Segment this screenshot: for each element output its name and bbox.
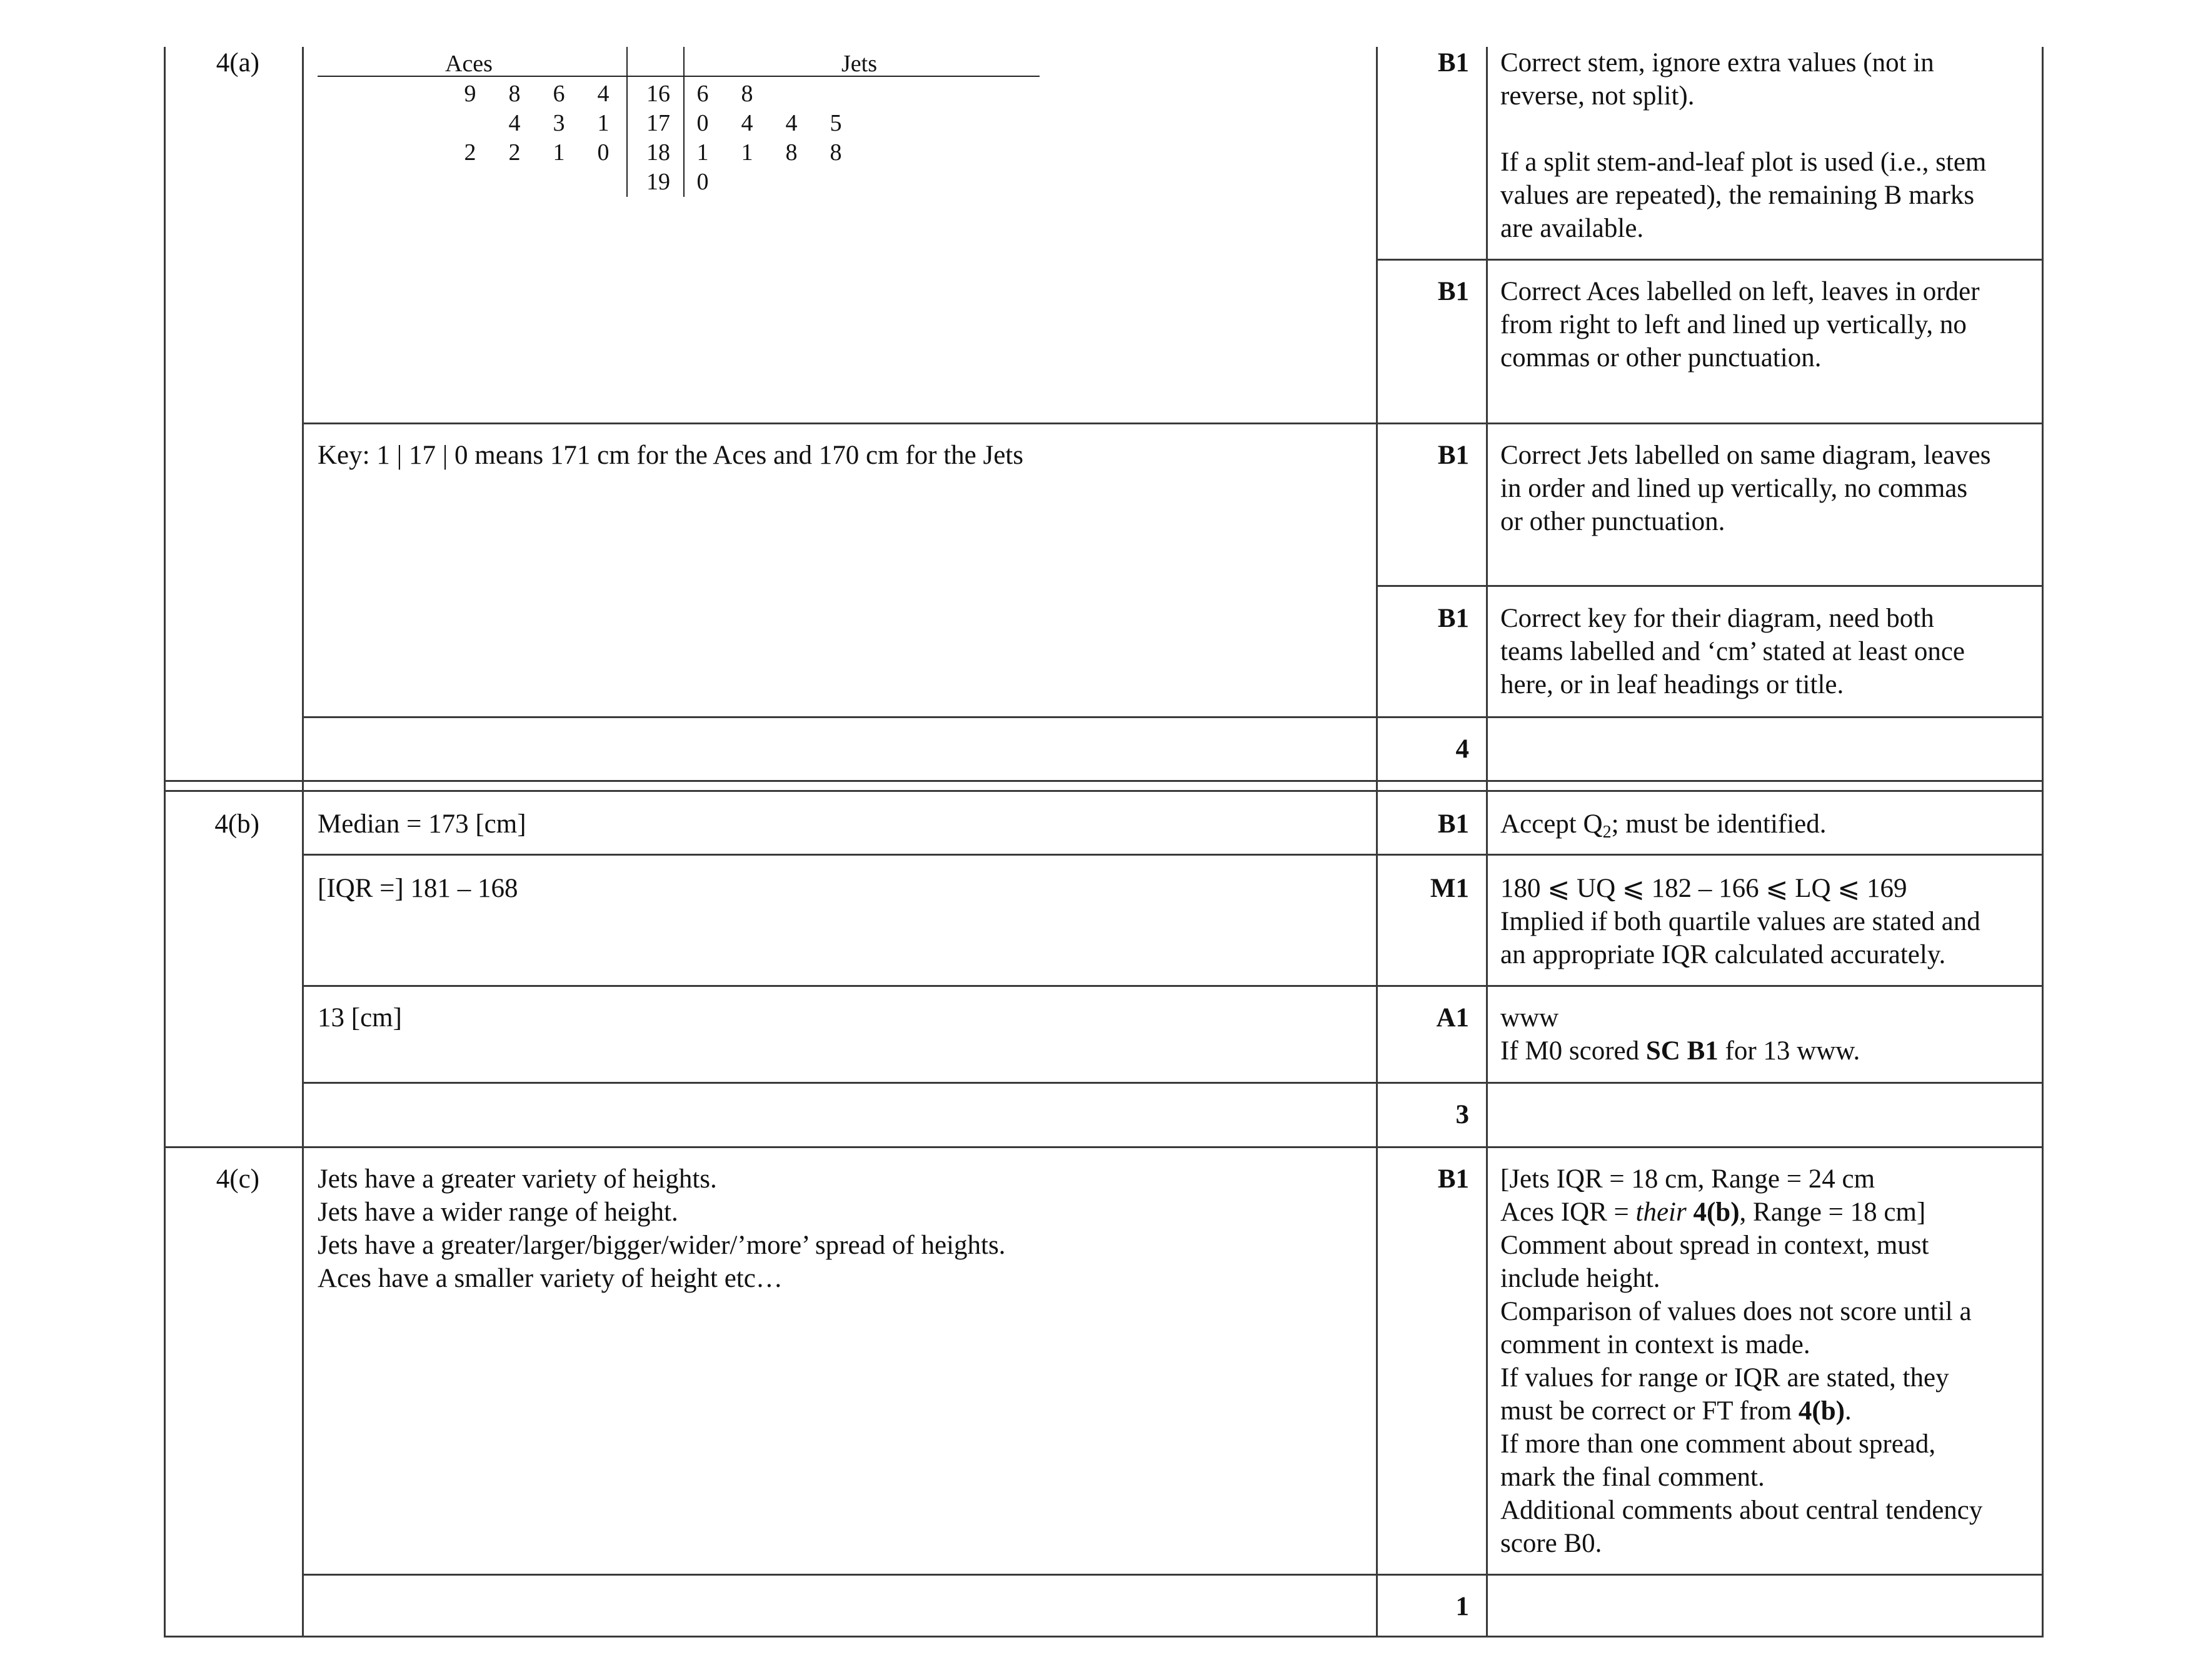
mark-code: M1 [1430, 874, 1469, 903]
stem-value: 16 [646, 81, 670, 107]
guidance-text: Correct Jets labelled on same diagram, leaves in order and lined up vertically, no commas or other punctuation. [1500, 441, 1991, 536]
total-marks: 4 [1455, 734, 1469, 764]
jets-leaf: 8 [830, 139, 842, 166]
guidance-text: Correct stem, ignore extra values (not in reverse, not split). If a split stem-and-leaf plot is used (i.e., stem values are repeated), the remaining B marks are available. [1500, 48, 1987, 243]
mark-code: B1 [1437, 441, 1469, 470]
jets-leaf: 0 [696, 169, 709, 195]
diagram-header-rule [318, 76, 1040, 77]
stem-value: 17 [646, 110, 670, 136]
row-divider [1376, 259, 2044, 261]
aces-leaf: 1 [553, 139, 565, 166]
aces-leaf: 0 [597, 139, 610, 166]
aces-leaf: 2 [464, 139, 476, 166]
total-marks: 3 [1455, 1100, 1469, 1129]
aces-leaf: 3 [553, 110, 565, 136]
aces-leaf: 2 [508, 139, 521, 166]
jets-leaf: 8 [785, 139, 798, 166]
aces-leaf: 1 [597, 110, 610, 136]
jets-leaf: 1 [741, 139, 753, 166]
table-border-bottom [164, 1636, 2044, 1638]
mark-code: A1 [1436, 1003, 1469, 1032]
question-label-4a: 4(a) [216, 48, 259, 78]
jets-heading: Jets [841, 51, 877, 77]
guidance-text: Correct key for their diagram, need both teams labelled and ‘cm’ stated at least once here, or in leaf headings or title. [1500, 604, 1965, 699]
aces-leaf: 9 [464, 81, 476, 107]
guidance-text: www If M0 scored SC B1 for 13 www. [1500, 1003, 1860, 1066]
row-divider [302, 422, 2044, 424]
stem-divider-right [683, 47, 685, 197]
answer-text: 13 [cm] [318, 1003, 402, 1032]
answer-text: [IQR =] 181 – 168 [318, 874, 518, 903]
stem-value: 18 [646, 139, 670, 166]
jets-leaf: 8 [741, 81, 753, 107]
jets-leaf: 1 [696, 139, 709, 166]
row-divider [1376, 585, 2044, 587]
diagram-key: Key: 1 | 17 | 0 means 171 cm for the Aces and 170 cm for the Jets [318, 441, 1023, 470]
answer-text: Median = 173 [cm] [318, 809, 526, 839]
aces-leaf: 4 [508, 110, 521, 136]
question-label-4b: 4(b) [214, 809, 259, 839]
section-separator [164, 1146, 2044, 1148]
question-label-4c: 4(c) [216, 1164, 259, 1194]
stem-value: 19 [646, 169, 670, 195]
table-border-right [2042, 47, 2044, 1637]
jets-leaf: 6 [696, 81, 709, 107]
jets-leaf: 0 [696, 110, 709, 136]
jets-leaf: 5 [830, 110, 842, 136]
row-divider [302, 1082, 2044, 1084]
mark-code: B1 [1437, 48, 1469, 78]
section-separator [164, 790, 2044, 792]
total-marks: 1 [1455, 1592, 1469, 1621]
guidance-text: [Jets IQR = 18 cm, Range = 24 cm Aces IQR = their 4(b), Range = 18 cm] Comment about spread in context, must include height. Comparison of values does not score until a comment in context is made. If values for range or IQR are stated, they must be correct or FT from 4(b). If more than one comment about spread, mark the final comment. Additional comments about central tendency score B0. [1500, 1164, 1983, 1558]
mark-code: B1 [1437, 604, 1469, 633]
row-divider [302, 716, 2044, 718]
mark-code: B1 [1437, 277, 1469, 306]
aces-leaf: 4 [597, 81, 610, 107]
aces-leaf: 6 [553, 81, 565, 107]
answer-text: Jets have a greater variety of heights. Jets have a wider range of height. Jets have a greater/larger/bigger/wider/’more’ spread of heights. Aces have a smaller variety of height etc… [318, 1164, 1006, 1293]
aces-leaf: 8 [508, 81, 521, 107]
section-separator [164, 780, 2044, 782]
guidance-text: Accept $Q_2$; must be identified. [1500, 809, 1827, 842]
jets-leaf: 4 [785, 110, 798, 136]
column-divider [1486, 47, 1488, 1637]
guidance-text: 180 ⩽ UQ ⩽ 182 – 166 ⩽ LQ ⩽ 169 Implied if both quartile values are stated and an appropriate IQR calculated accurately. [1500, 874, 1980, 969]
mark-code: B1 [1437, 1164, 1469, 1194]
mark-code: B1 [1437, 809, 1469, 839]
guidance-text: Correct Aces labelled on left, leaves in order from right to left and lined up vertically, no commas or other punctuation. [1500, 277, 1980, 372]
table-border-left [164, 47, 166, 1637]
stem-divider-left [626, 47, 628, 197]
aces-heading: Aces [445, 51, 493, 77]
column-divider [302, 47, 304, 1637]
row-divider [302, 1574, 2044, 1576]
jets-leaf: 4 [741, 110, 753, 136]
row-divider [302, 854, 2044, 856]
row-divider [302, 985, 2044, 987]
